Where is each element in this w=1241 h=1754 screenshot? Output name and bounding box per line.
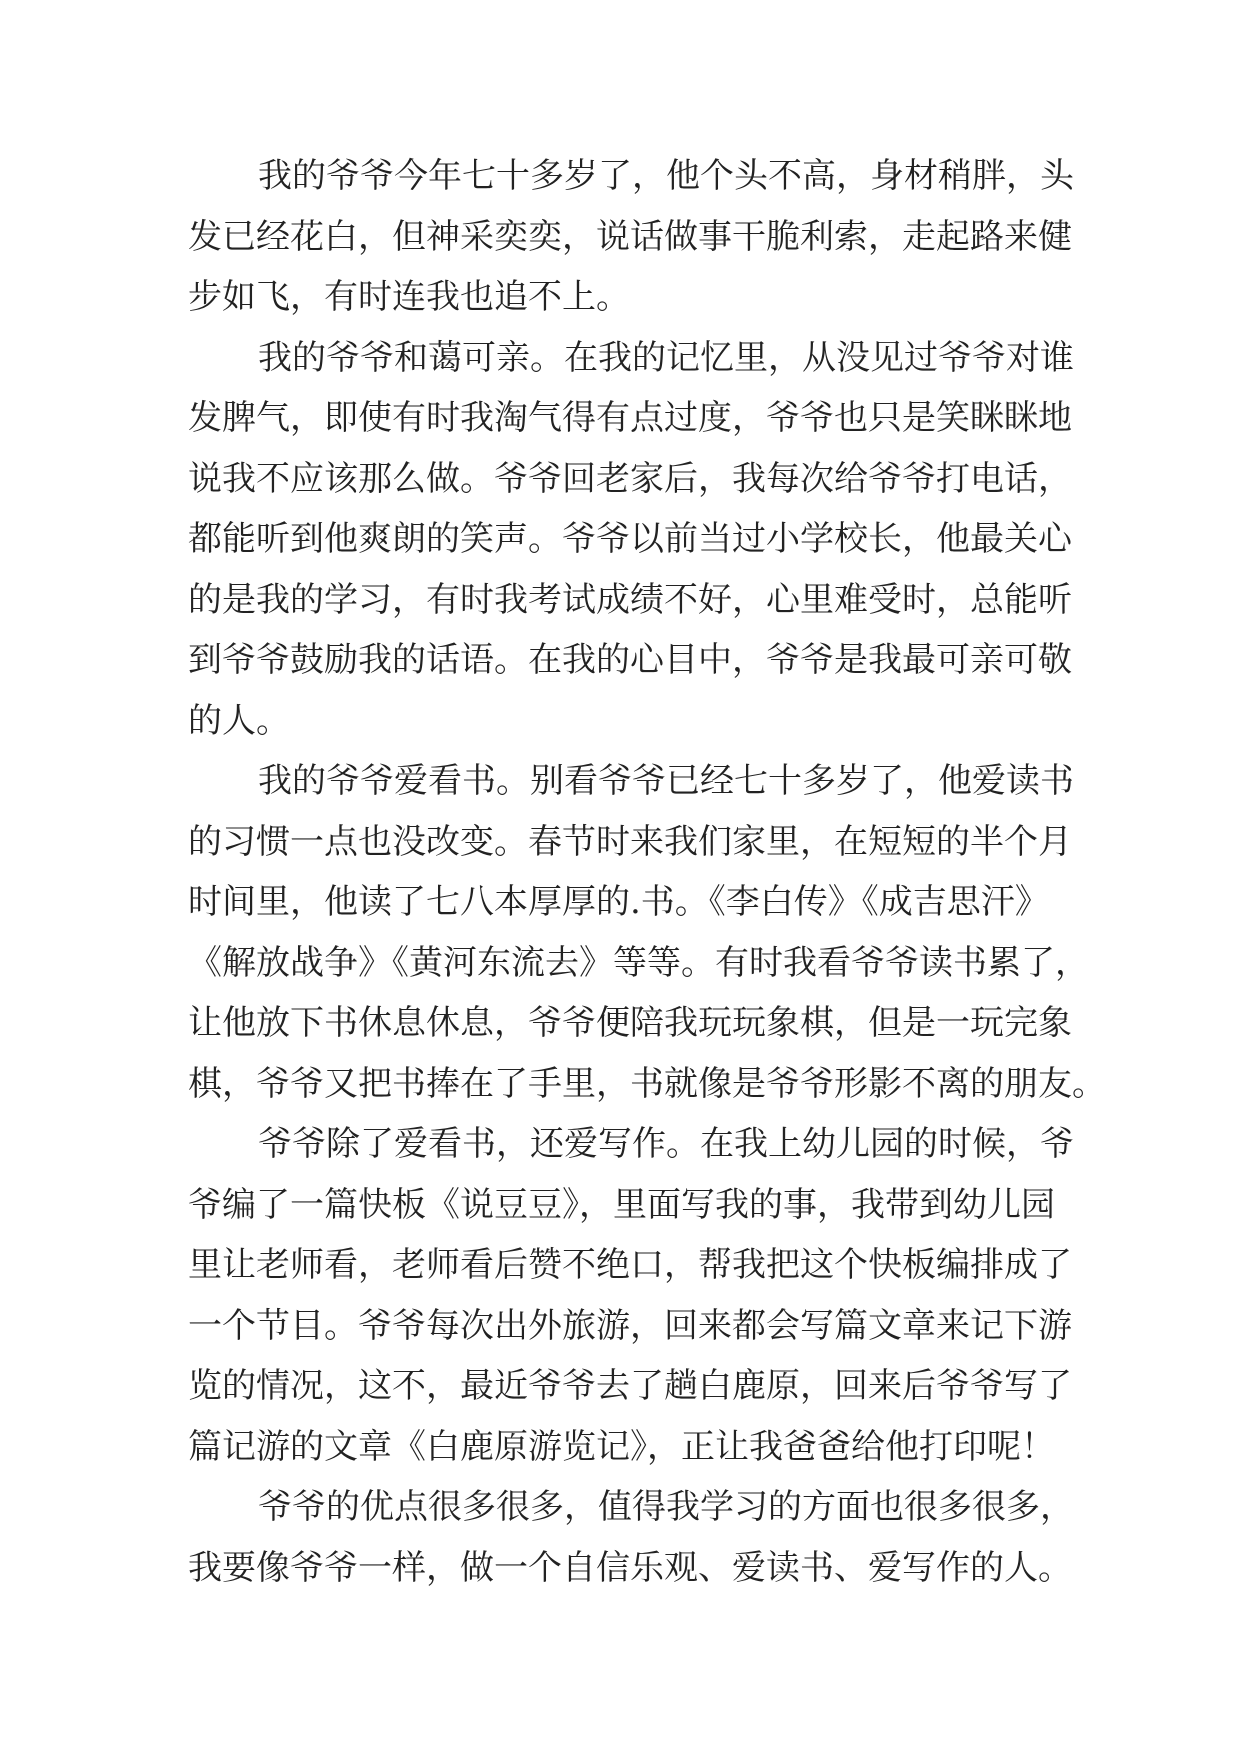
text-line: 棋，爷爷又把书捧在了手里，书就像是爷爷形影不离的朋友。 bbox=[188, 1063, 1106, 1104]
text-line: 我的爷爷和蔼可亲。在我的记忆里，从没见过爷爷对谁 bbox=[258, 337, 1074, 378]
text-line: 一个节目。爷爷每次出外旅游，回来都会写篇文章来记下游 bbox=[188, 1305, 1072, 1346]
text-line: 的习惯一点也没改变。春节时来我们家里，在短短的半个月 bbox=[188, 821, 1072, 862]
text-line: 都能听到他爽朗的笑声。爷爷以前当过小学校长，他最关心 bbox=[188, 519, 1072, 559]
text-line: 发已经花白，但神采奕奕，说话做事干脆利索，走起路来健 bbox=[188, 216, 1072, 257]
text-line: 爷爷除了爱看书，还爱写作。在我上幼儿园的时候，爷 bbox=[258, 1124, 1074, 1164]
text-line: 发脾气，即使有时我淘气得有点过度，爷爷也只是笑眯眯地 bbox=[188, 398, 1072, 438]
text-line: 让他放下书休息休息，爷爷便陪我玩玩象棋，但是一玩完象 bbox=[188, 1003, 1072, 1043]
text-line: 爷爷的优点很多很多，值得我学习的方面也很多很多， bbox=[258, 1487, 1074, 1527]
text-line: 《解放战争》《黄河东流去》等等。有时我看爷爷读书累了， bbox=[188, 942, 1089, 983]
text-line: 的人。 bbox=[188, 700, 290, 741]
text-line: 里让老师看，老师看后赞不绝口，帮我把这个快板编排成了 bbox=[188, 1245, 1072, 1285]
text-line: 时间里，他读了七八本厚厚的.书。《李白传》《成吉思汗》 bbox=[188, 882, 1049, 922]
text-line: 我的爷爷爱看书。别看爷爷已经七十多岁了，他爱读书 bbox=[258, 761, 1074, 801]
text-line: 的是我的学习，有时我考试成绩不好，心里难受时，总能听 bbox=[188, 579, 1072, 620]
text-line: 篇记游的文章《白鹿原游览记》，正让我爸爸给他打印呢！ bbox=[188, 1426, 1055, 1467]
text-line: 说我不应该那么做。爷爷回老家后，我每次给爷爷打电话， bbox=[188, 458, 1072, 499]
essay-body bbox=[188, 146, 1106, 1598]
text-line: 我的爷爷今年七十多岁了，他个头不高，身材稍胖，头 bbox=[258, 156, 1074, 196]
text-line: 到爷爷鼓励我的话语。在我的心目中，爷爷是我最可亲可敬 bbox=[188, 640, 1072, 680]
text-line: 爷编了一篇快板《说豆豆》，里面写我的事，我带到幼儿园 bbox=[188, 1184, 1055, 1225]
text-line: 览的情况，这不，最近爷爷去了趟白鹿原，回来后爷爷写了 bbox=[188, 1366, 1072, 1406]
text-line: 步如飞，有时连我也追不上。 bbox=[188, 277, 630, 317]
text-line: 我要像爷爷一样，做一个自信乐观、爱读书、爱写作的人。 bbox=[188, 1547, 1072, 1588]
